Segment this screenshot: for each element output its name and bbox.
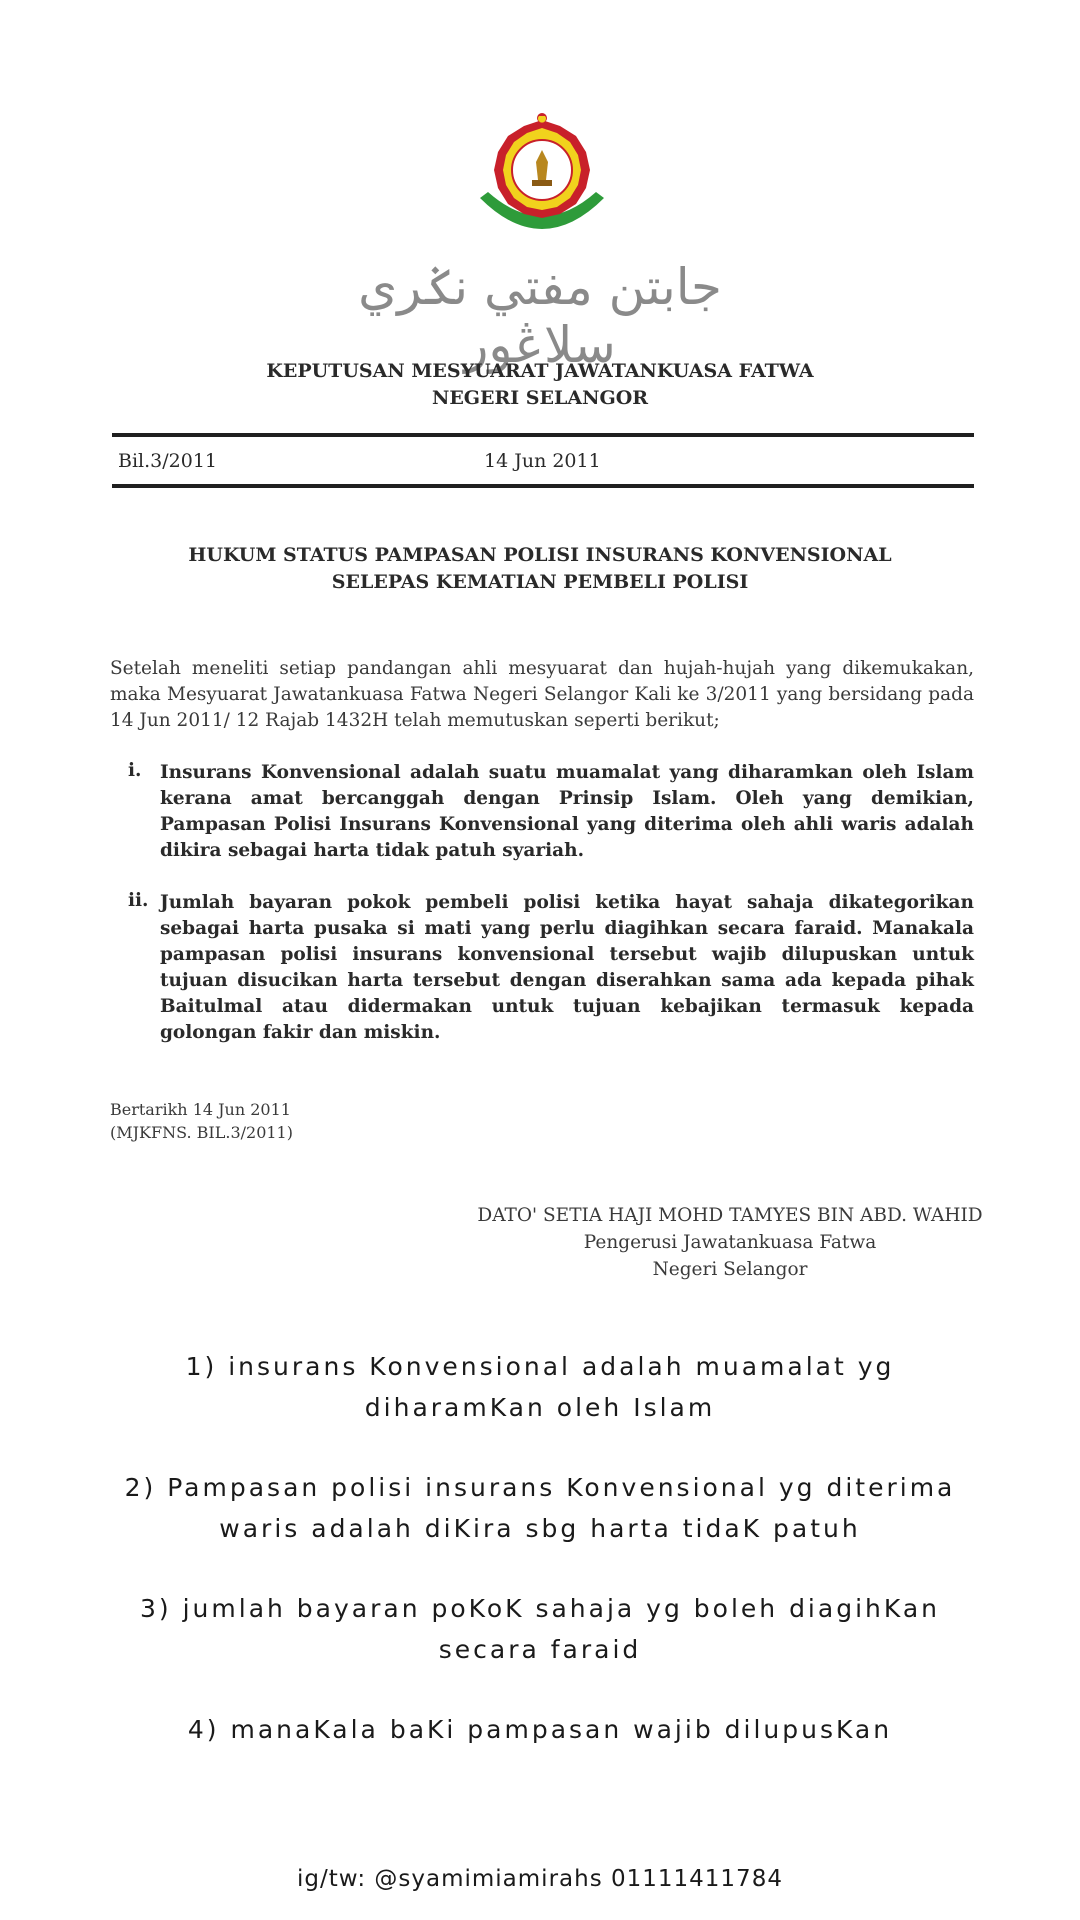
intro-paragraph: Setelah meneliti setiap pandangan ahli mesyuarat dan hujah-hujah yang dikemukakan, maka Mesyuarat Jawatankuasa Fatwa Negeri Selangor Kali ke 3/2011 yang bersidang pada 14 Jun 2011/ 12 Rajab 1432H telah memutuskan seperti berikut; [110,658,974,731]
note-1-line-1: 1) insurans Konvensional adalah muamalat yg [185,1352,895,1381]
note-1-line-2: diharamKan oleh Islam [364,1393,716,1422]
note-4-line-1: 4) manaKala baKi pampasan wajib dilupusKan [187,1715,893,1744]
note-item-2 [60,1467,1020,1549]
signatory-name: DATO' SETIA HAJI MOHD TAMYES BIN ABD. WAHID [477,1205,983,1226]
signatory-block [470,1202,990,1283]
note-3-line-1: 3) jumlah bayaran poKoK sahaja yg boleh diagihKan [140,1594,940,1623]
dated-block [110,1098,293,1144]
note-item-3 [60,1588,1020,1670]
dated-line: Bertarikh 14 Jun 2011 [110,1100,291,1119]
signatory-role: Pengerusi Jawatankuasa Fatwa [583,1232,877,1253]
footer-contact: ig/tw: @syamimiamirahs 01111411784 [297,1866,783,1892]
top-divider [112,433,974,437]
bottom-divider [112,484,974,488]
ruling-number-2: ii. [128,890,149,911]
reference-date: 14 Jun 2011 [484,450,601,472]
note-2-line-1: 2) Pampasan polisi insurans Konvensional yg diterima [124,1473,956,1502]
title-line-2: SELEPAS KEMATIAN PEMBELI POLISI [331,571,749,593]
signatory-org: Negeri Selangor [652,1259,808,1280]
heading-line-2: NEGERI SELANGOR [431,387,649,409]
note-item-4 [60,1709,1020,1750]
reference-number: Bil.3/2011 [118,450,217,472]
ruling-text-2: Jumlah bayaran pokok pembeli polisi ketika hayat sahaja dikategorikan sebagai harta pusaka si mati yang perlu diagihkan secara faraid. Manakala pampasan polisi insurans konvensional tersebut wajib dilupuskan untuk tujuan disucikan harta tersebut dengan diserahkan sama ada kepada pihak Baitulmal atau didermakan untuk tujuan kebajikan termasuk kepada golongan fakir dan miskin. [160,892,974,1043]
note-2-line-2: waris adalah diKira sbg harta tidaK patuh [219,1514,861,1543]
ruling-title [0,542,1080,596]
letterhead-arabic-name: جابتن مفتي نݢري سلاڠور [358,258,722,374]
note-item-1 [60,1346,1020,1428]
ruling-text-1: Insurans Konvensional adalah suatu muamalat yang diharamkan oleh Islam kerana amat bercanggah dengan Prinsip Islam. Oleh yang demikian, Pampasan Polisi Insurans Konvensional yang diterima oleh ahli waris adalah dikira sebagai harta tidak patuh syariah. [160,762,974,861]
heading-line-1: KEPUTUSAN MESYUARAT JAWATANKUASA FATWA [266,360,814,382]
selangor-mufti-seal-logo [470,110,614,250]
title-line-1: HUKUM STATUS PAMPASAN POLISI INSURANS KONVENSIONAL [188,544,892,566]
decision-heading [0,358,1080,412]
note-3-line-2: secara faraid [438,1635,642,1664]
reference-code: (MJKFNS. BIL.3/2011) [110,1123,293,1142]
ruling-number-1: i. [128,760,142,781]
